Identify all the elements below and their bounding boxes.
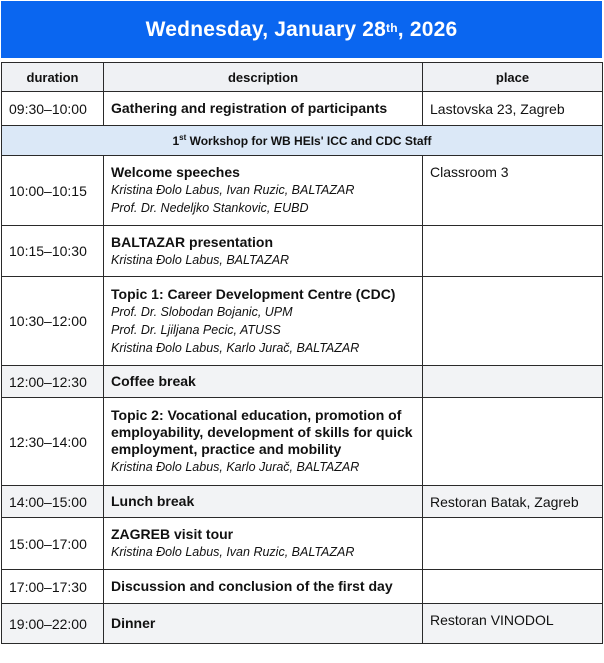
row-speaker: Kristina Đolo Labus, Karlo Jurač, BALTAZAR [111, 460, 360, 474]
row-description [104, 398, 423, 486]
row-title: Topic 2: Vocational education, promotion of employability, development of skills for quick employment, practice and mobility [111, 407, 413, 457]
row-speaker: Prof. Dr. Slobodan Bojanic, UPM [111, 304, 293, 319]
row-title: ZAGREB visit tour [111, 526, 234, 542]
row-place: Restoran Batak, Zagreb [423, 486, 603, 518]
row-speaker: Kristina Đolo Labus, Ivan Ruzic, BALTAZAR [111, 545, 355, 559]
row-speaker: Prof. Dr. Ljiljana Pecic, ATUSS [111, 322, 281, 337]
row-time: 10:15–10:30 [2, 226, 104, 277]
row-place: Restoran VINODOL [423, 604, 603, 644]
row-time: 15:00–17:00 [2, 518, 104, 570]
section-sup: st [179, 133, 187, 142]
col-duration: duration [2, 63, 104, 92]
row-title: Gathering and registration of participants [111, 100, 388, 116]
schedule-table [1, 62, 603, 644]
row-title: Coffee break [111, 373, 196, 389]
row-title: BALTAZAR presentation [111, 233, 274, 250]
row-time: 09:30–10:00 [2, 92, 104, 126]
row-speaker: Kristina Đolo Labus, Karlo Jurač, BALTAZAR [111, 340, 360, 355]
table-row [2, 226, 603, 277]
table-row [2, 366, 603, 398]
row-place [423, 398, 603, 486]
row-time: 12:00–12:30 [2, 366, 104, 398]
row-description [104, 604, 423, 644]
row-title: Dinner [111, 615, 156, 631]
col-description: description [104, 63, 423, 92]
row-description [104, 156, 423, 226]
row-place: Classroom 3 [423, 156, 603, 226]
row-place [423, 366, 603, 398]
row-speaker: Kristina Đolo Labus, BALTAZAR [111, 252, 290, 267]
col-place: place [423, 63, 603, 92]
row-place [423, 518, 603, 570]
row-time: 12:30–14:00 [2, 398, 104, 486]
table-row [2, 156, 603, 226]
day-title [1, 1, 602, 58]
row-time: 10:00–10:15 [2, 156, 104, 226]
row-description [104, 226, 423, 277]
row-title: Lunch break [111, 493, 195, 509]
row-place [423, 570, 603, 604]
table-row [2, 604, 603, 644]
row-speaker: Prof. Dr. Nedeljko Stankovic, EUBD [111, 201, 309, 215]
table-row [2, 277, 603, 366]
row-time: 19:00–22:00 [2, 604, 104, 644]
day-title-prefix: Wednesday, January 28 [145, 17, 387, 41]
row-title: Discussion and conclusion of the first day [111, 578, 393, 594]
row-description [104, 92, 423, 126]
section-title [2, 126, 603, 156]
section-num: 1 [172, 134, 180, 148]
row-description [104, 277, 423, 366]
row-place [423, 277, 603, 366]
table-row [2, 398, 603, 486]
row-description [104, 518, 423, 570]
row-description [104, 366, 423, 398]
row-place: Lastovska 23, Zagreb [423, 92, 603, 126]
row-title: Welcome speeches [111, 164, 240, 180]
row-speaker: Kristina Đolo Labus, Ivan Ruzic, BALTAZAR [111, 183, 355, 197]
row-place [423, 226, 603, 277]
row-title: Topic 1: Career Development Centre (CDC) [111, 285, 396, 302]
day-title-suffix: , 2026 [397, 17, 458, 41]
table-row [2, 486, 603, 518]
table-row [2, 92, 603, 126]
row-description [104, 570, 423, 604]
section-label: Workshop for WB HEIs' ICC and CDC Staff [186, 134, 432, 148]
row-time: 10:30–12:00 [2, 277, 104, 366]
table-row [2, 518, 603, 570]
row-time: 17:00–17:30 [2, 570, 104, 604]
row-description [104, 486, 423, 518]
row-time: 14:00–15:00 [2, 486, 104, 518]
day-title-sup: th [386, 20, 398, 35]
table-row [2, 570, 603, 604]
section-row [2, 126, 603, 156]
header-row [2, 63, 603, 92]
